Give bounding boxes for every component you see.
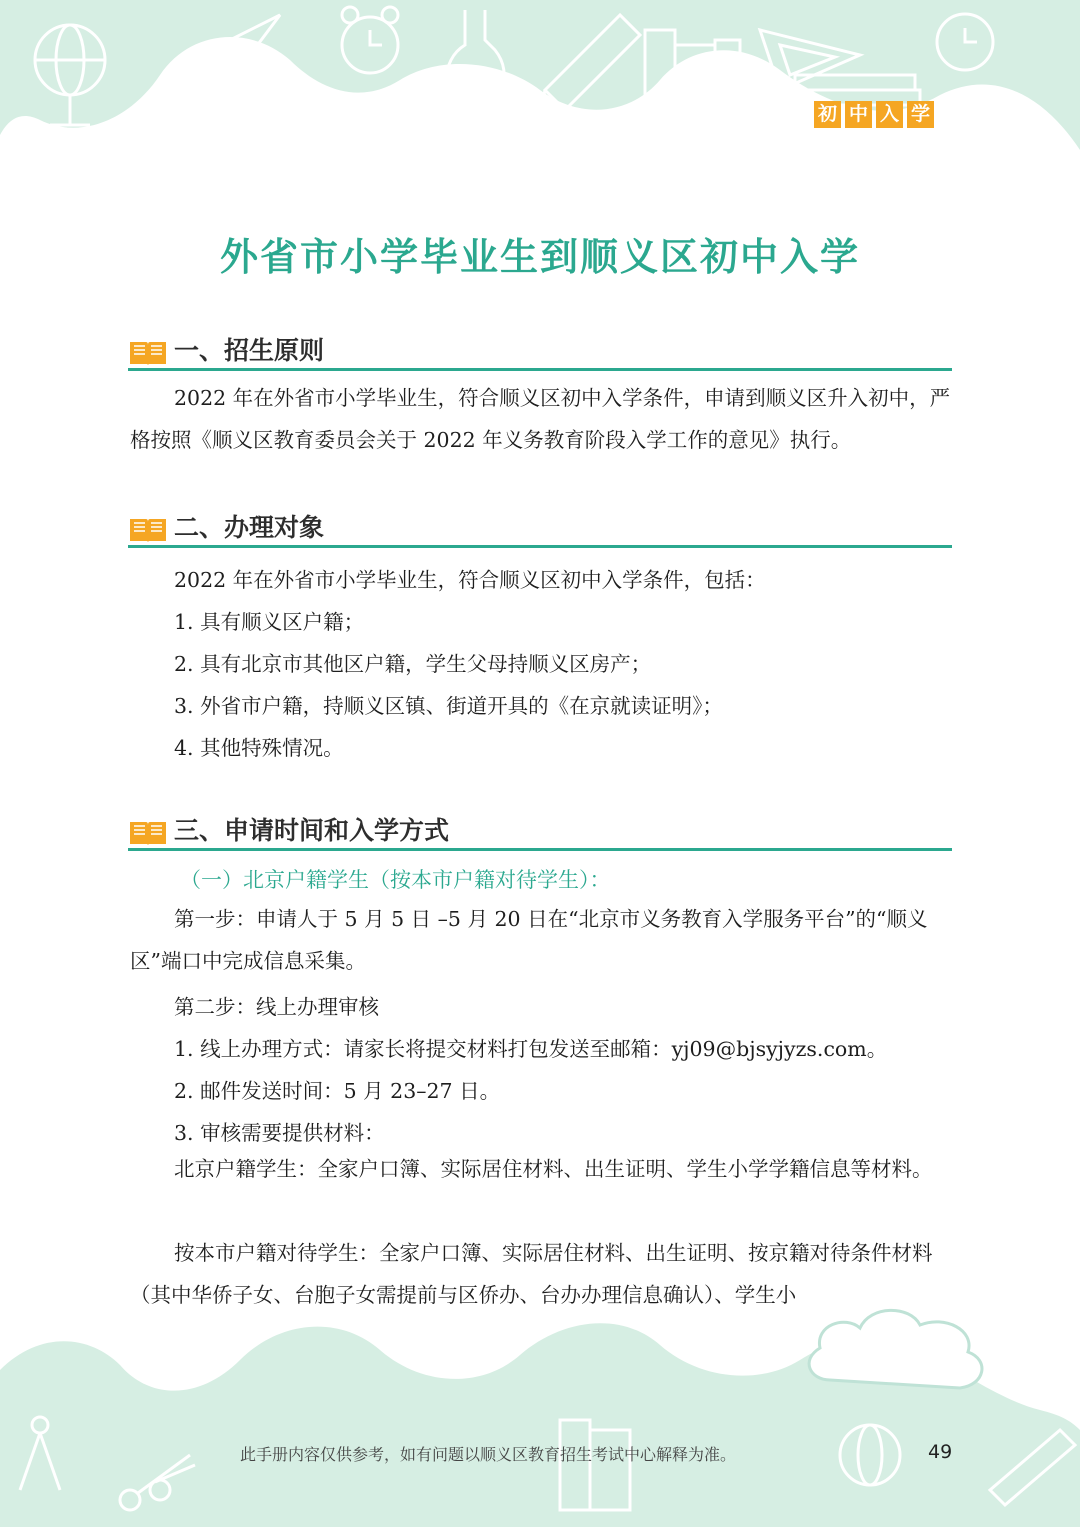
footer-note: 此手册内容仅供参考，如有问题以顺义区教育招生考试中心解释为准。 — [240, 1445, 737, 1464]
section-heading-2 — [128, 505, 952, 548]
list-item: 1. 线上办理方式：请家长将提交材料打包发送至邮箱：yj09@bjsyjyzs.com。 — [174, 1037, 888, 1061]
beijing-materials-paragraph: 北京户籍学生：全家户口簿、实际居住材料、出生证明、学生小学学籍信息等材料。 — [174, 1157, 933, 1181]
section-title: 一、招生原则 — [174, 336, 325, 365]
section-badge — [814, 101, 934, 128]
section-heading-3 — [128, 808, 952, 851]
badge-char: 入 — [876, 101, 903, 128]
principle-paragraph: 2022 年在外省市小学毕业生，符合顺义区初中入学条件，申请到顺义区升入初中，严格按照《顺义区教育委员会关于 2022 年义务教育阶段入学工作的意见》执行。 — [130, 386, 951, 452]
list-item: 3. 审核需要提供材料： — [174, 1121, 385, 1145]
bottom-decoration — [0, 1290, 1080, 1527]
page-title: 外省市小学毕业生到顺义区初中入学 — [219, 235, 860, 279]
list-item: 2. 具有北京市其他区户籍，学生父母持顺义区房产； — [174, 652, 652, 676]
open-book-icon — [128, 818, 168, 846]
badge-char: 中 — [845, 101, 872, 128]
section-title: 三、申请时间和入学方式 — [174, 816, 450, 845]
step-one-paragraph: 第一步：申请人于 5 月 5 日 –5 月 20 日在“北京市义务教育入学服务平台”的“顺义区”端口中完成信息采集。 — [130, 907, 928, 973]
subsection-title: （一）北京户籍学生（按本市户籍对待学生）： — [180, 868, 611, 892]
open-book-icon — [128, 338, 168, 366]
list-item: 3. 外省市户籍，持顺义区镇、街道开具的《在京就读证明》； — [174, 694, 723, 718]
list-item: 1. 具有顺义区户籍； — [174, 610, 365, 634]
badge-char: 学 — [907, 101, 934, 128]
equivalent-materials-paragraph: 按本市户籍对待学生：全家户口簿、实际居住材料、出生证明、按京籍对待条件材料（其中华侨子女、台胞子女需提前与区侨办、台办办理信息确认）、学生小 — [130, 1241, 933, 1307]
open-book-icon — [128, 515, 168, 543]
list-item: 4. 其他特殊情况。 — [174, 736, 344, 760]
section-title: 二、办理对象 — [174, 513, 325, 542]
top-decoration — [0, 0, 1080, 260]
list-item: 2. 邮件发送时间：5 月 23–27 日。 — [174, 1079, 501, 1103]
section-heading-1 — [128, 328, 952, 371]
step-two-line: 第二步：线上办理审核 — [174, 995, 379, 1019]
badge-char: 初 — [814, 101, 841, 128]
cloud-icon — [809, 1310, 982, 1388]
page-number: 49 — [928, 1441, 953, 1463]
eligibility-intro: 2022 年在外省市小学毕业生，符合顺义区初中入学条件，包括： — [174, 568, 766, 592]
